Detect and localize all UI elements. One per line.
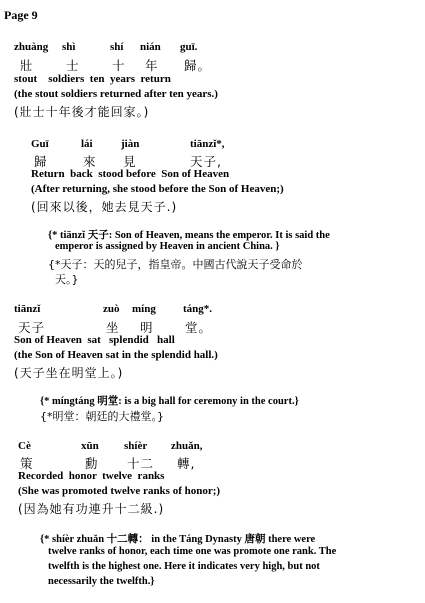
footnote-line: 天。} xyxy=(55,273,79,286)
footnote-line: {* míngtáng 明堂: is a big hall for ceremony in the court.} xyxy=(40,396,299,407)
pinyin-word: zuò xyxy=(103,303,120,315)
footnote-line: necessarily the twelfth.} xyxy=(48,576,155,587)
english-translation: (She was promoted twelve ranks of honor;) xyxy=(18,485,221,497)
pinyin-word: shì xyxy=(62,41,76,53)
gloss-line: Son of Heaven sat splendid hall xyxy=(14,334,175,346)
footnote-line: {* shíèr zhuǎn 十二轉： in the Táng Dynasty 唐朝 there were xyxy=(40,534,316,545)
hanzi-char: 十 xyxy=(112,58,126,73)
hanzi-char: 堂。 xyxy=(185,320,213,335)
gloss-line: Return back stood before Son of Heaven xyxy=(31,168,230,180)
hanzi-char: 策 xyxy=(20,456,34,471)
hanzi-char: 來 xyxy=(83,154,97,169)
pinyin-word: lái xyxy=(81,138,93,150)
english-translation: (the stout soldiers returned after ten years.) xyxy=(14,88,218,100)
footnote-line: emperor is assigned by Heaven in ancient China. } xyxy=(55,241,280,252)
pinyin-word: shíèr xyxy=(124,440,148,452)
pinyin-word: tiānzǐ*, xyxy=(190,138,225,150)
gloss-line: Recorded honor twelve ranks xyxy=(18,470,165,482)
chinese-translation: (壯士十年後才能回家。) xyxy=(14,105,150,119)
gloss-line: stout soldiers ten years return xyxy=(14,73,171,85)
pinyin-word: táng*. xyxy=(183,303,213,315)
hanzi-char: 天子 xyxy=(18,320,46,335)
footnote-line: {*明堂：朝廷的大禮堂。} xyxy=(40,410,164,423)
hanzi-char: 見 xyxy=(123,154,137,169)
hanzi-char: 天子, xyxy=(190,154,222,169)
hanzi-char: 士 xyxy=(66,58,80,73)
footnote-line: {* tiānzǐ 天子: Son of Heaven, means the emperor. It is said the xyxy=(48,230,330,241)
pinyin-word: Guī xyxy=(31,138,49,150)
chinese-translation: (天子坐在明堂上。) xyxy=(14,366,124,380)
hanzi-char: 轉, xyxy=(177,456,196,471)
english-translation: (After returning, she stood before the Son of Heaven;) xyxy=(31,183,284,195)
pinyin-word: xūn xyxy=(81,440,99,452)
pinyin-word: shí xyxy=(110,41,124,53)
hanzi-char: 十二 xyxy=(127,456,155,471)
page-label: Page 9 xyxy=(4,8,38,22)
hanzi-char: 勳 xyxy=(85,456,99,471)
footnote-line: twelfth is the highest one. Here it indicates very high, but not xyxy=(48,561,320,572)
pinyin-word: jiàn xyxy=(121,138,140,150)
pinyin-word: nián xyxy=(140,41,161,53)
footnote-line: {*天子：天的兒子，指皇帝。中國古代說天子受命於 xyxy=(48,258,303,271)
chinese-translation: (回來以後，她去見天子.) xyxy=(31,200,178,214)
hanzi-char: 明 xyxy=(140,320,154,335)
chinese-translation: (因為她有功連升十二級.) xyxy=(18,502,165,516)
hanzi-char: 壯 xyxy=(20,58,34,73)
hanzi-char: 歸。 xyxy=(184,58,212,73)
pinyin-word: guī. xyxy=(180,41,198,53)
hanzi-char: 歸 xyxy=(34,154,48,169)
english-translation: (the Son of Heaven sat in the splendid hall.) xyxy=(14,349,218,361)
pinyin-word: zhuàng xyxy=(14,41,49,53)
footnote-line: twelve ranks of honor, each time one was promote one rank. The xyxy=(48,546,337,557)
pinyin-word: tiānzǐ xyxy=(14,303,41,315)
pinyin-word: zhuǎn, xyxy=(171,440,203,452)
hanzi-char: 年 xyxy=(145,58,159,73)
hanzi-char: 坐 xyxy=(106,320,120,335)
pinyin-word: Cè xyxy=(18,440,31,452)
pinyin-word: míng xyxy=(132,303,156,315)
